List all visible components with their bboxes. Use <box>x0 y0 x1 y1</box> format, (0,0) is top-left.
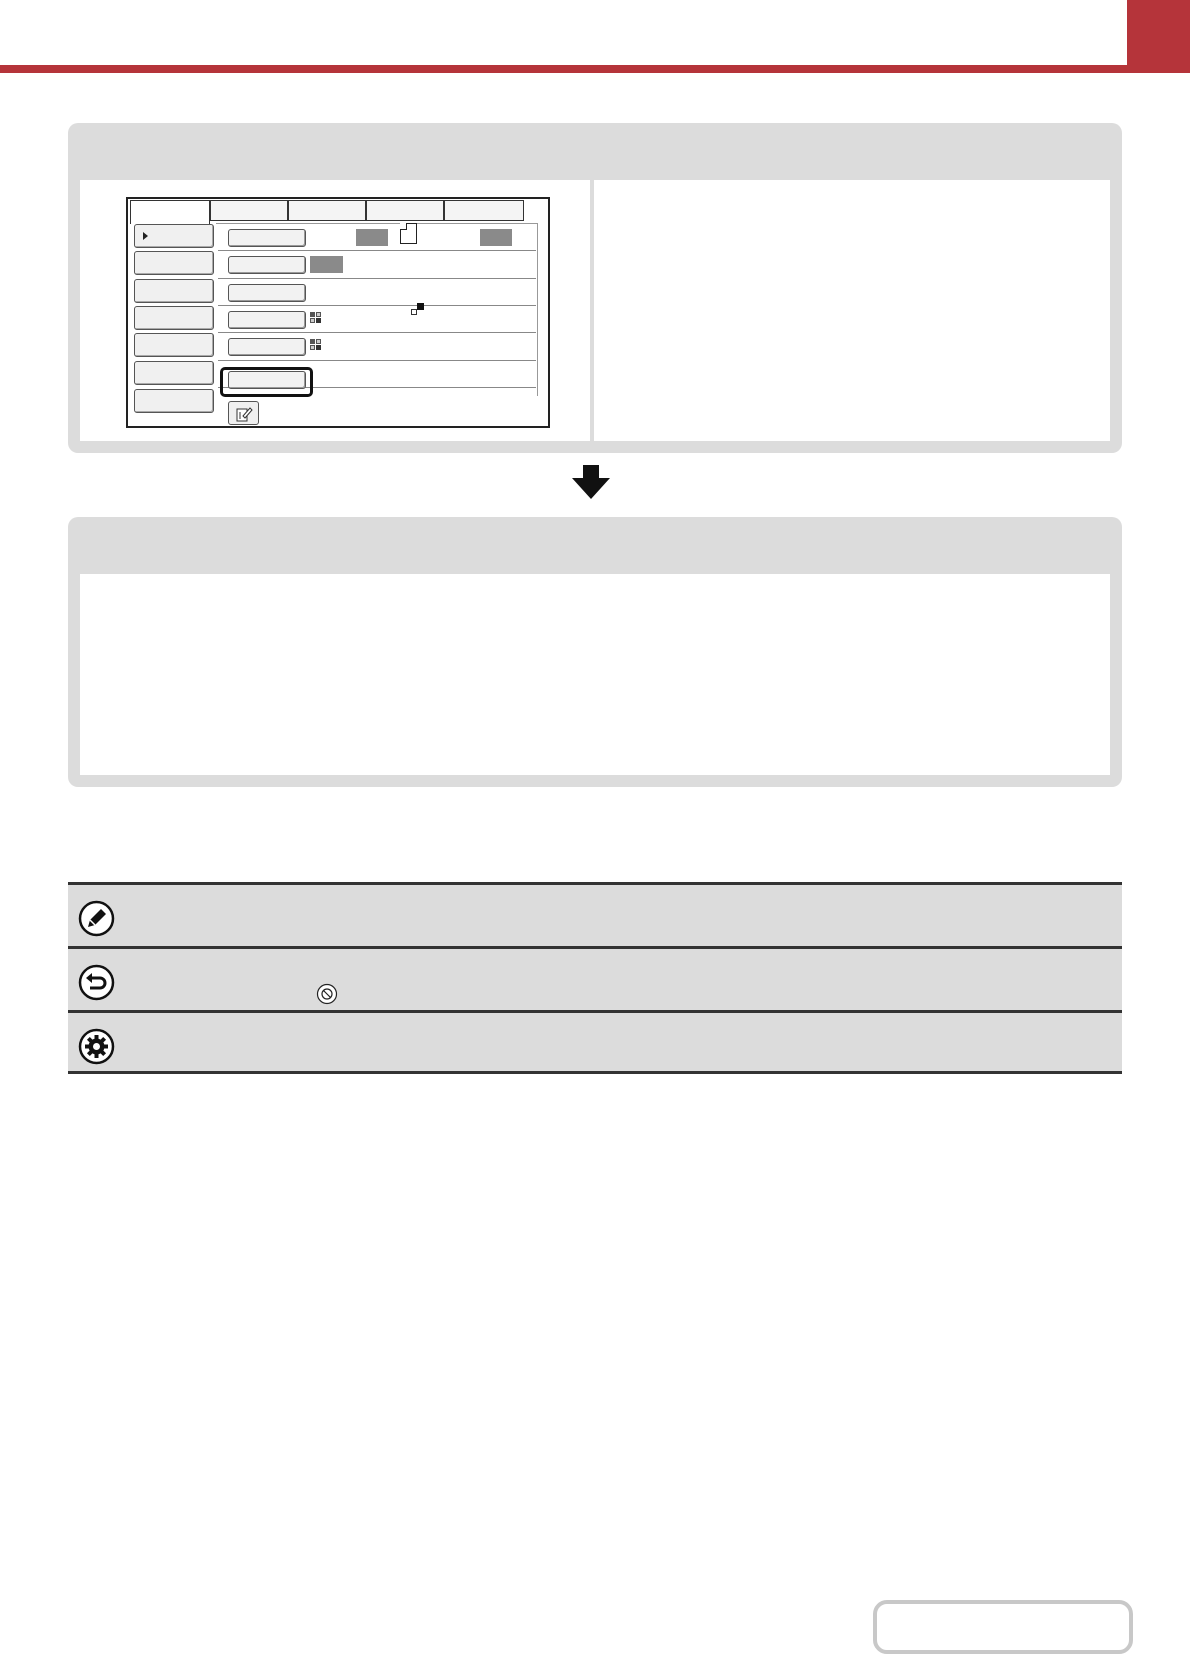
gear-icon <box>78 1028 115 1065</box>
note-row-settings <box>68 1010 1122 1074</box>
side-button-6[interactable] <box>134 361 214 385</box>
screen-tab-5[interactable] <box>444 200 524 221</box>
side-button-7[interactable] <box>134 389 214 413</box>
screen-tab-2[interactable] <box>210 200 288 221</box>
result-panel-body <box>80 574 1110 775</box>
checker-icon <box>310 312 321 323</box>
checker-icon <box>310 339 321 350</box>
note-row-pencil <box>68 882 1122 946</box>
screen-tab-3[interactable] <box>288 200 366 221</box>
setting-key-3[interactable] <box>228 284 306 302</box>
note-row-return <box>68 946 1122 1010</box>
screen-tab-1[interactable] <box>130 200 210 224</box>
side-button-3[interactable] <box>134 279 214 303</box>
row-divider <box>218 332 536 333</box>
step-instruction-cell <box>594 180 1110 441</box>
pencil-note-icon <box>78 900 115 937</box>
selected-caret-icon <box>143 232 148 240</box>
setting-key-2[interactable] <box>228 256 306 274</box>
corner-arrow-icon <box>411 303 425 315</box>
row-divider <box>218 360 536 361</box>
setting-key-5[interactable] <box>228 338 306 356</box>
side-button-1[interactable] <box>134 224 214 248</box>
highlighted-key-callout <box>220 367 313 397</box>
step-panel-body <box>80 180 1110 441</box>
step-panel <box>68 123 1122 453</box>
row-divider <box>218 278 536 279</box>
chapter-tab <box>1127 0 1190 73</box>
screen-illustration-cell <box>80 180 594 441</box>
notes-table <box>68 882 1122 1074</box>
touch-panel-illustration <box>126 197 550 428</box>
result-panel <box>68 517 1122 787</box>
side-button-4[interactable] <box>134 306 214 330</box>
return-arrow-icon <box>78 964 115 1001</box>
stop-key-icon <box>316 983 338 1005</box>
down-arrow-icon <box>572 465 610 499</box>
header-accent-rule <box>0 65 1130 73</box>
side-button-2[interactable] <box>134 251 214 275</box>
edit-key[interactable] <box>228 401 259 425</box>
original-sheet-icon <box>400 223 417 244</box>
screen-tab-4[interactable] <box>366 200 444 221</box>
gray-chip <box>480 229 512 246</box>
edit-pencil-icon <box>229 402 258 424</box>
row-divider <box>218 305 536 306</box>
setting-key-4[interactable] <box>228 311 306 329</box>
contents-button[interactable] <box>873 1600 1133 1654</box>
row-divider <box>218 250 536 251</box>
setting-key-1[interactable] <box>228 229 306 247</box>
gray-chip <box>310 256 343 273</box>
gray-chip <box>356 229 388 246</box>
side-button-5[interactable] <box>134 333 214 357</box>
